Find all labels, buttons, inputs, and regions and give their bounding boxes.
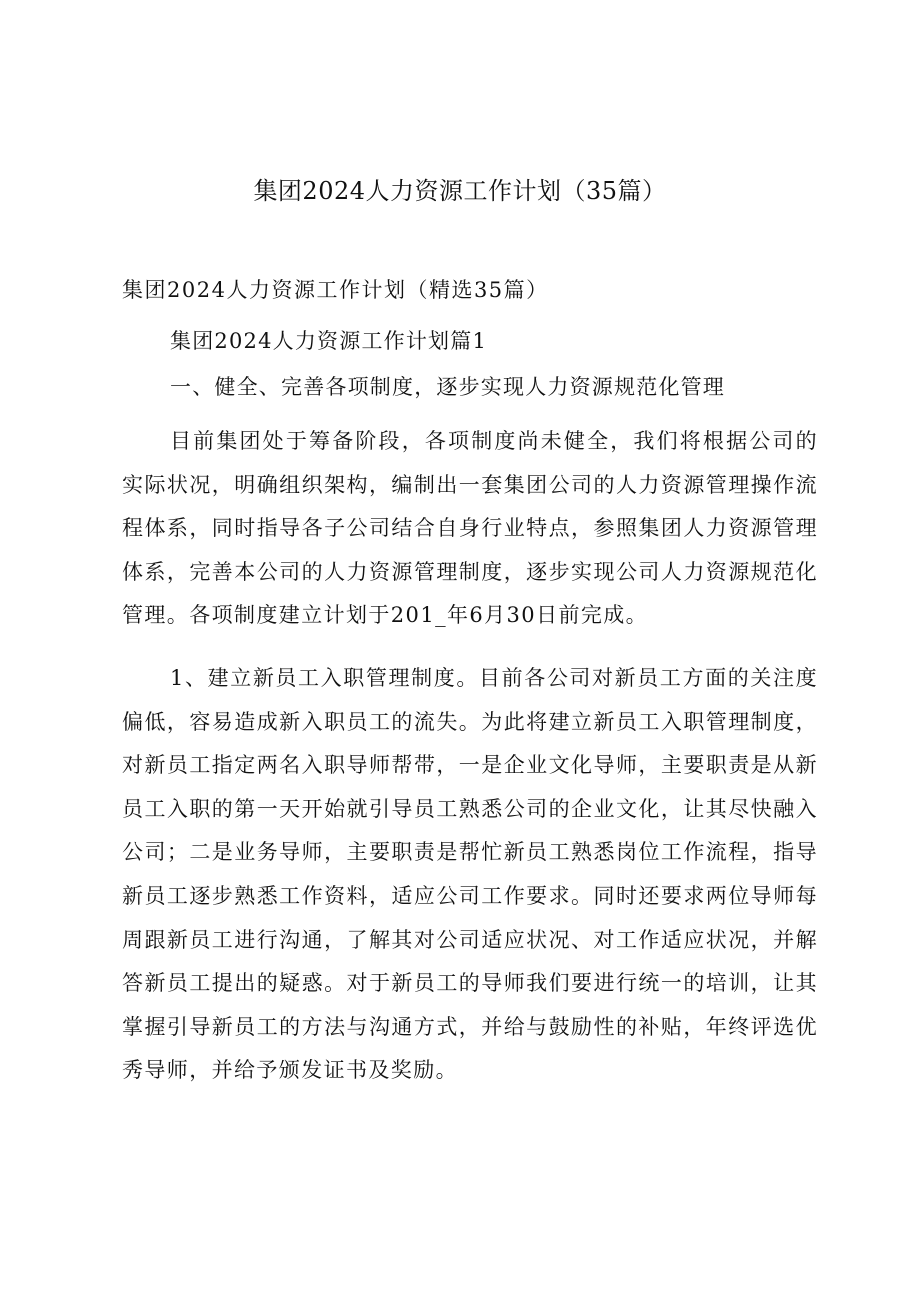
document-subtitle: 集团2024人力资源工作计划（精选35篇） <box>122 278 549 302</box>
paragraph-intro: 目前集团处于筹备阶段，各项制度尚未健全，我们将根据公司的实际状况，明确组织架构，编制出一套集团公司的人力资源管理操作流程体系，同时指导各子公司结合自身行业特点，参照集团人力资源管理体系，完善本公司的人力资源管理制度，逐步实现公司人力资源规范化管理。各项制度建立计划于201_年6月30日前完成。 <box>122 429 818 628</box>
section-heading: 一、健全、完善各项制度，逐步实现人力资源规范化管理 <box>170 375 725 399</box>
document-title: 集团2024人力资源工作计划（35篇） <box>253 177 667 205</box>
paragraph-item-1: 1、建立新员工入职管理制度。目前各公司对新员工方面的关注度偏低，容易造成新入职员工的流失。为此将建立新员工入职管理制度，对新员工指定两名入职导师帮带，一是企业文化导师，主要职责是从新员工入职的第一天开始就引导员工熟悉公司的企业文化，让其尽快融入公司；二是业务导师，主要职责是帮忙新员工熟悉岗位工作流程，指导新员工逐步熟悉工作资料，适应公司工作要求。同时还要求两位导师每周跟新员工进行沟通，了解其对公司适应状况、对工作适应状况，并解答新员工提出的疑惑。对于新员工的导师我们要进行统一的培训，让其掌握引导新员工的方法与沟通方式，并给与鼓励性的补贴，年终评选优秀导师，并给予颁发证书及奖励。 <box>122 666 818 1083</box>
article-heading: 集团2024人力资源工作计划篇1 <box>170 329 488 353</box>
